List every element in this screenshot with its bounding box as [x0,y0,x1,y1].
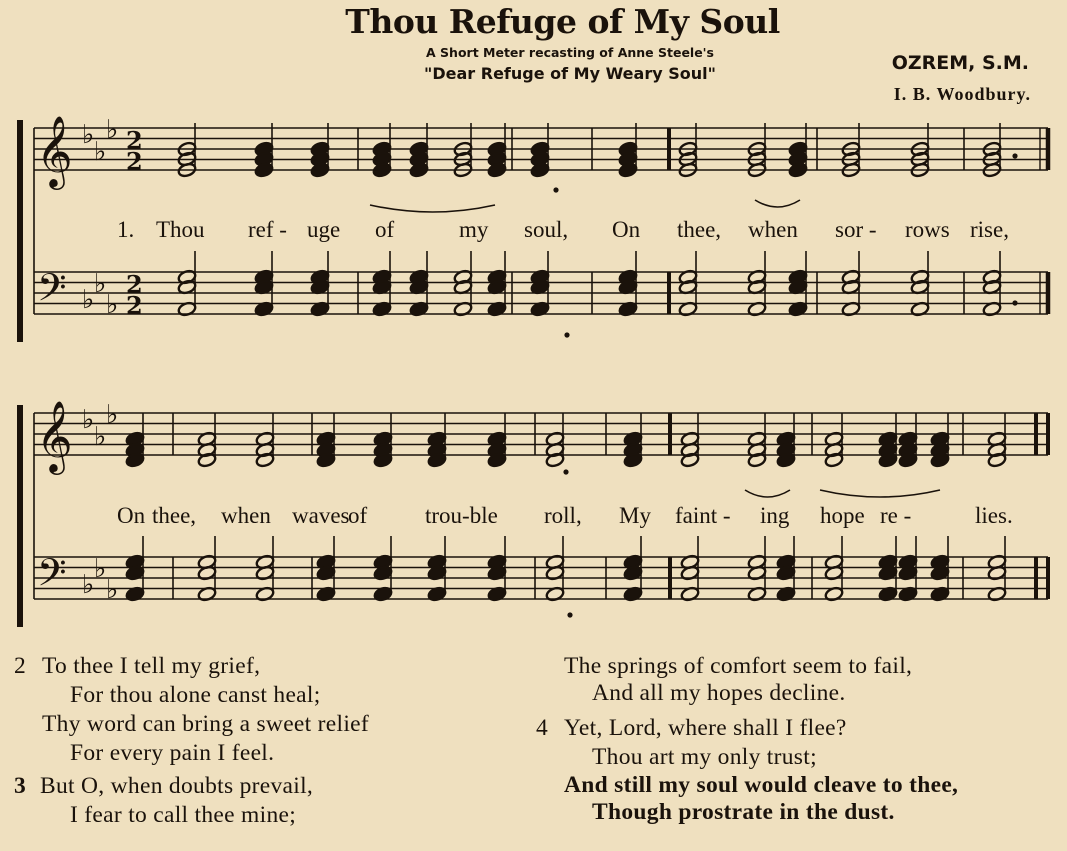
notehead [487,162,507,178]
notehead [254,269,274,285]
verse-line: I fear to call thee mine; [70,802,297,828]
notehead [373,565,393,581]
notehead [487,565,507,581]
notehead [878,452,898,468]
dot [1012,153,1017,158]
notehead [254,279,274,295]
notehead [254,301,274,317]
notehead [545,442,565,458]
notehead [409,301,429,317]
notehead [372,162,392,178]
lyric-syllable: Thou [156,217,205,242]
lyric-syllable: My [619,503,651,528]
notehead [487,279,507,295]
notehead [982,301,1002,317]
notehead [623,452,643,468]
slur [755,200,800,207]
notehead [197,442,217,458]
lyric-syllable: ing [760,503,790,528]
notehead [453,279,473,295]
notehead [372,279,392,295]
flat-icon: ♭ [82,405,95,435]
notehead [878,586,898,602]
notehead [255,442,275,458]
notehead [487,554,507,570]
lyric-syllable: thee, [677,217,722,242]
notehead [910,301,930,317]
notehead [898,442,918,458]
notehead [310,279,330,295]
notehead [678,141,698,157]
notehead [680,565,700,581]
notehead [373,554,393,570]
notehead [427,431,447,447]
lyric-syllable: hope [820,503,865,528]
lyric-syllable: thee, [152,503,197,528]
notehead [618,151,638,167]
lyric-syllable: faint - [675,503,731,528]
verse-line: For thou alone canst heal; [70,682,321,708]
notehead [545,565,565,581]
lyrics-line-1 [0,217,1067,247]
notehead [255,586,275,602]
notehead [747,162,767,178]
notehead [373,431,393,447]
notehead [623,565,643,581]
notehead [254,151,274,167]
notehead [618,141,638,157]
slur [820,490,940,497]
notehead [747,269,767,285]
notehead [310,141,330,157]
notehead [747,279,767,295]
notehead [987,452,1007,468]
notehead [623,442,643,458]
notehead [125,452,145,468]
dot [1012,300,1017,305]
lyric-syllable: trou-ble [425,503,498,528]
lyric-syllable: On [117,503,146,528]
flat-icon: ♭ [82,120,95,150]
lyric-syllable: my [459,217,489,242]
notehead [125,586,145,602]
notehead [987,431,1007,447]
notehead [197,586,217,602]
lyric-syllable: roll, [544,503,582,528]
notehead [409,151,429,167]
notehead [987,586,1007,602]
notehead [427,586,447,602]
notehead [310,162,330,178]
lyric-syllable: waves [292,503,350,528]
notehead [372,151,392,167]
lyric-syllable: when [748,217,798,242]
lyric-syllable: when [221,503,271,528]
lyrics-line-2 [0,503,1067,533]
notehead [841,301,861,317]
verse-number: 2 [14,653,27,679]
notehead [409,279,429,295]
notehead [680,586,700,602]
bass-clef-icon: 𝄢 [37,550,67,604]
notehead [197,554,217,570]
flat-icon: ♭ [106,115,119,145]
verse-number: 4 [536,715,549,741]
notehead [255,431,275,447]
notehead [125,442,145,458]
dot [564,332,569,337]
notehead [530,269,550,285]
notehead [982,279,1002,295]
notehead [841,279,861,295]
notehead [372,301,392,317]
notehead [530,141,550,157]
notehead [841,162,861,178]
verse-line: Thy word can bring a sweet relief [42,711,370,737]
notehead [788,269,808,285]
notehead [680,431,700,447]
notehead [788,301,808,317]
notehead [310,151,330,167]
lyric-syllable: soul, [524,217,569,242]
notehead [545,554,565,570]
notehead [982,141,1002,157]
notehead [125,565,145,581]
hymn-subtitle-original: "Dear Refuge of My Weary Soul" [424,64,716,83]
notehead [776,431,796,447]
flat-icon: ♭ [94,269,107,299]
notehead [255,452,275,468]
notehead [487,269,507,285]
notehead [373,586,393,602]
notehead [255,554,275,570]
notehead [930,452,950,468]
notehead [453,141,473,157]
notehead [987,565,1007,581]
notehead [841,141,861,157]
notehead [776,554,796,570]
notehead [453,269,473,285]
slur [745,490,790,497]
hymn-subtitle-source: A Short Meter recasting of Anne Steele's [426,45,714,60]
notehead [678,301,698,317]
notehead [824,442,844,458]
time-signature-numerator: 2 [126,126,143,155]
notehead [788,141,808,157]
notehead [747,301,767,317]
bass-clef-icon: 𝄢 [37,265,67,319]
notehead [197,452,217,468]
flat-icon: ♭ [94,554,107,584]
notehead [747,141,767,157]
notehead [177,269,197,285]
notehead [316,452,336,468]
composer-name: I. B. Woodbury. [893,84,1031,104]
verse-line: Yet, Lord, where shall I flee? [564,715,847,741]
notehead [987,554,1007,570]
notehead [898,586,918,602]
notehead [487,431,507,447]
lyric-syllable: rows [905,217,950,242]
notehead [898,565,918,581]
tune-name: OZREM, S.M. [891,52,1029,74]
notehead [788,162,808,178]
flat-icon: ♭ [82,285,95,315]
verse-line: To thee I tell my grief, [42,653,261,679]
lyric-syllable: uge [307,217,341,242]
notehead [545,431,565,447]
notehead [177,151,197,167]
dot [563,469,568,474]
notehead [254,162,274,178]
flat-icon: ♭ [106,290,119,320]
notehead [530,301,550,317]
lyric-syllable: On [612,217,641,242]
notehead [487,586,507,602]
notehead [316,586,336,602]
notehead [409,162,429,178]
notehead [680,554,700,570]
notehead [177,162,197,178]
notehead [487,151,507,167]
notehead [910,162,930,178]
notehead [177,141,197,157]
notehead [878,554,898,570]
notehead [930,586,950,602]
notehead [623,554,643,570]
treble-clef-icon: 𝄞 [36,114,73,187]
notehead [678,162,698,178]
notehead [453,301,473,317]
notehead [776,586,796,602]
verse-line: And still my soul would cleave to thee, [564,772,959,798]
notehead [982,162,1002,178]
verse-line: Though prostrate in the dust. [592,799,895,825]
notehead [930,565,950,581]
notehead [427,565,447,581]
notehead [316,442,336,458]
flat-icon: ♭ [94,137,107,167]
notehead [623,586,643,602]
notehead [678,269,698,285]
notehead [623,431,643,447]
notehead [254,141,274,157]
notehead [373,442,393,458]
time-signature-denominator: 2 [126,291,143,320]
notehead [680,442,700,458]
notehead [530,151,550,167]
notehead [910,151,930,167]
notehead [898,554,918,570]
verse-line: But O, when doubts prevail, [40,773,314,799]
notehead [487,452,507,468]
notehead [878,431,898,447]
notehead [824,586,844,602]
notehead [878,442,898,458]
notehead [747,442,767,458]
notehead [409,269,429,285]
flat-icon: ♭ [106,400,119,430]
slur [370,205,495,212]
notehead [747,586,767,602]
notehead [453,162,473,178]
notehead [910,269,930,285]
notehead [747,151,767,167]
verse-3-continued-and-4 [536,652,1060,842]
verse-line: The springs of comfort seem to fail, [564,653,913,679]
notehead [824,565,844,581]
notehead [530,279,550,295]
verse-line: And all my hopes decline. [592,680,846,706]
notehead [177,279,197,295]
notehead [824,452,844,468]
notehead [618,301,638,317]
notehead [776,452,796,468]
notehead [878,565,898,581]
notehead [747,452,767,468]
notehead [530,162,550,178]
notehead [316,554,336,570]
lyric-syllable: ref - [248,217,287,242]
notehead [316,431,336,447]
lyric-syllable: re - [880,503,912,528]
notehead [310,301,330,317]
notehead [841,269,861,285]
notehead [125,431,145,447]
notehead [930,554,950,570]
notehead [310,269,330,285]
notehead [776,442,796,458]
notehead [197,565,217,581]
notehead [372,141,392,157]
notehead [982,151,1002,167]
flat-icon: ♭ [106,575,119,605]
notehead [776,565,796,581]
notehead [409,141,429,157]
notehead [678,151,698,167]
notehead [545,452,565,468]
verse-2 [14,652,524,842]
verse-line: Thou art my only trust; [592,744,817,770]
notehead [788,279,808,295]
notehead [618,162,638,178]
dot [567,612,572,617]
lyric-syllable: rise, [970,217,1009,242]
lyric-syllable: lies. [975,503,1013,528]
notehead [618,269,638,285]
notehead [987,442,1007,458]
notehead [747,431,767,447]
notehead [125,554,145,570]
notehead [930,442,950,458]
notehead [487,141,507,157]
notehead [427,452,447,468]
notehead [177,301,197,317]
notehead [373,452,393,468]
verse-number: 3 [14,773,27,799]
notehead [930,431,950,447]
notehead [453,151,473,167]
notehead [788,151,808,167]
notehead [255,565,275,581]
notehead [841,151,861,167]
notehead [982,269,1002,285]
lyric-verse-number: 1. [117,217,135,242]
notehead [427,554,447,570]
treble-clef-icon: 𝄞 [36,399,73,472]
dot [553,187,558,192]
notehead [824,554,844,570]
lyric-syllable: of [375,217,395,242]
flat-icon: ♭ [82,570,95,600]
notehead [316,565,336,581]
flat-icon: ♭ [94,422,107,452]
verse-line: For every pain I feel. [70,740,275,766]
notehead [487,442,507,458]
notehead [487,301,507,317]
lyric-syllable: of [348,503,368,528]
notehead [747,554,767,570]
notehead [898,431,918,447]
notehead [910,141,930,157]
time-signature-denominator: 2 [126,147,143,176]
notehead [545,586,565,602]
hymn-title: Thou Refuge of My Soul [345,2,780,41]
notehead [197,431,217,447]
notehead [747,565,767,581]
lyric-syllable: sor - [835,217,877,242]
notehead [427,442,447,458]
notehead [680,452,700,468]
notehead [678,279,698,295]
notehead [910,279,930,295]
notehead [618,279,638,295]
notehead [372,269,392,285]
notehead [824,431,844,447]
notehead [898,452,918,468]
time-signature-numerator: 2 [126,270,143,299]
